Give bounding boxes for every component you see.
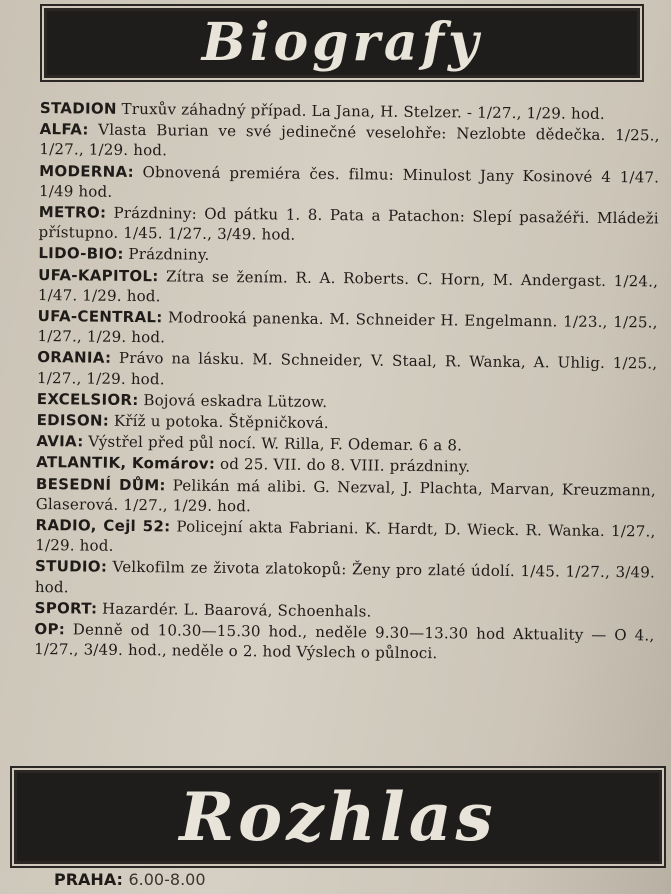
cinema-program: Zítra se žením. R. A. Roberts. C. Horn, M. Andergast. 1/24., 1/47. 1/29. hod. xyxy=(37,266,659,306)
cinema-name: STUDIO: xyxy=(35,557,108,577)
cinema-name: RADIO, Cejl 52: xyxy=(35,516,171,536)
cinema-program: od 25. VII. do 8. VIII. prázdniny. xyxy=(219,455,471,476)
cinema-name: UFA-KAPITOL: xyxy=(38,265,159,285)
cinema-program: Obnovená premiéra čes. filmu: Minulost Jany Kosinové 4 1/47. 1/49 hod. xyxy=(38,162,660,201)
cinema-name: ORANIA: xyxy=(37,348,112,368)
cinema-listing-entry xyxy=(39,119,659,166)
cinema-program: Hazardér. L. Baarová, Schoenhals. xyxy=(101,599,372,621)
cinema-name: SPORT: xyxy=(34,598,98,618)
cinema-listing-entry xyxy=(34,619,654,666)
cinema-name: LIDO-BIO: xyxy=(38,244,124,264)
cinema-name: ATLANTIK, Komárov: xyxy=(36,453,216,474)
cinema-program: Kříž u potoka. Štěpničková. xyxy=(113,411,329,433)
cinema-name: STADION xyxy=(39,98,117,118)
cinema-listing-entry xyxy=(36,474,656,521)
cinema-program: Bojová eskadra Lützow. xyxy=(143,390,328,411)
cinema-name: MODERNA: xyxy=(39,161,135,181)
cinema-listing-entry xyxy=(35,515,655,562)
cinema-listing-entry xyxy=(35,556,655,603)
cinema-program: Modrooká panenka. M. Schneider H. Engelmann. 1/23., 1/25., 1/27., 1/29. hod. xyxy=(37,308,658,347)
cinema-name: ALFA: xyxy=(39,120,89,139)
cinema-listing-entry xyxy=(39,161,659,208)
cinema-name: BESEDNÍ DŮM: xyxy=(35,474,166,494)
cinema-listing-entry xyxy=(38,202,658,249)
cinema-header-title: Biografy xyxy=(201,12,483,73)
radio-header-title: Rozhlas xyxy=(179,778,497,856)
radio-schedule-time: 6.00-8.00 xyxy=(128,870,206,889)
radio-station-label: PRAHA: xyxy=(54,870,123,889)
cinema-program: Denně od 10.30—15.30 hod., neděle 9.30—13.30 hod Aktuality — O 4., 1/27., 3/49. hod., neděle o 2. hod Výslech o půlnoci. xyxy=(34,620,655,663)
cinema-name: OP: xyxy=(34,620,66,639)
cinema-program: Pelikán má alibi. G. Nezval, J. Plachta, Marvan, Kreuzmann, Glaserová. 1/27., 1/29. hod. xyxy=(35,476,657,516)
cinema-program: Vlasta Burian ve své jedinečné veselohře: Nezlobte dědečka. 1/25., 1/27., 1/29. hod. xyxy=(39,120,660,160)
cinema-listings xyxy=(34,98,660,667)
cinema-name: EXCELSIOR: xyxy=(36,389,139,409)
header-rule xyxy=(44,80,640,82)
cinema-name: METRO: xyxy=(38,203,107,222)
cinema-program: Velkofilm ze života zlatokopů: Ženy pro zlaté údolí. 1/45. 1/27., 3/49. hod. xyxy=(34,558,656,596)
cinema-listing-entry xyxy=(37,306,657,353)
cinema-name: AVIA: xyxy=(36,432,84,451)
cinema-program: Výstřel před půl nocí. W. Rilla, F. Odemar. 6 a 8. xyxy=(88,432,463,455)
radio-header-banner xyxy=(14,770,662,864)
cinema-header-banner xyxy=(44,8,640,78)
radio-schedule-start xyxy=(54,870,206,889)
cinema-program: Policejní akta Fabriani. K. Hardt, D. Wieck. R. Wanka. 1/27., 1/29. hod. xyxy=(35,517,656,556)
cinema-name: UFA-CENTRAL: xyxy=(37,307,163,327)
cinema-program: Prázdniny: Od pátku 1. 8. Pata a Patachon: Slepí pasažéři. Mládeži přístupno. 1/45. 1/27., 3/49. hod. xyxy=(38,203,659,244)
cinema-program: Prázdniny. xyxy=(128,245,210,265)
cinema-listing-entry xyxy=(37,347,657,394)
cinema-listing-entry xyxy=(38,265,658,312)
cinema-name: EDISON: xyxy=(36,411,110,430)
cinema-program: Truxův záhadný případ. La Jana, H. Stelzer. - 1/27., 1/29. hod. xyxy=(121,99,605,123)
cinema-program: Právo na lásku. M. Schneider, V. Staal, R. Wanka, A. Uhlig. 1/25., 1/27., 1/29. hod. xyxy=(36,349,658,388)
